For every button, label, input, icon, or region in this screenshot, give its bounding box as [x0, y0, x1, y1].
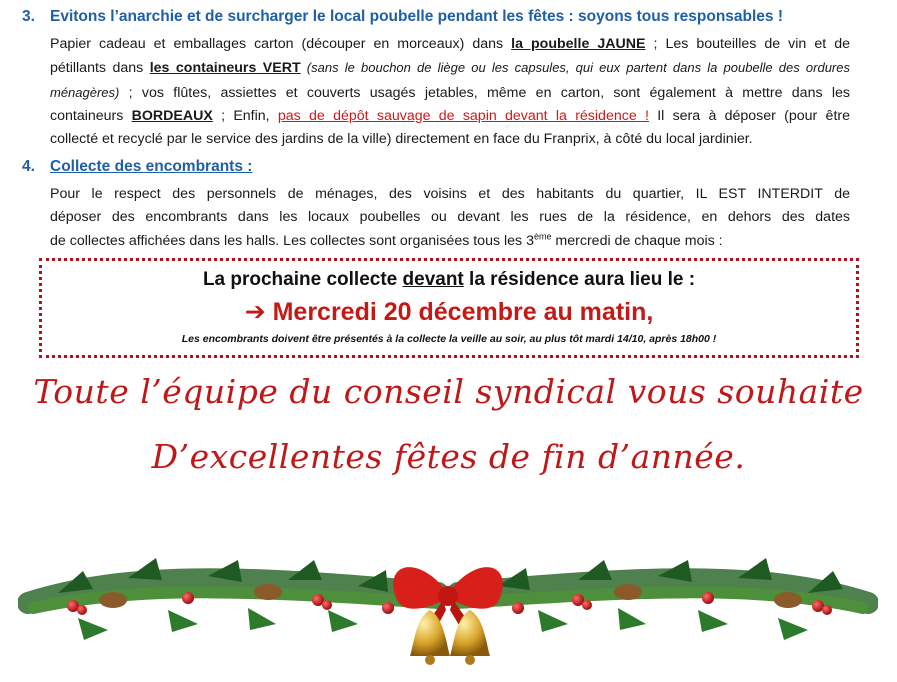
- section-4-number: 4.: [22, 158, 35, 175]
- arrow-right-icon: ➔: [244, 298, 266, 326]
- garland-branch-left: [28, 558, 438, 640]
- section-3-line-3: [50, 81, 850, 105]
- tree-warning: pas de dépôt sauvage de sapin devant la résidence !: [277, 107, 649, 124]
- yellow-bin-label: la poubelle JAUNE: [511, 36, 646, 52]
- golden-bells-icon: [410, 610, 490, 665]
- section-4-line-3: [50, 230, 850, 253]
- section-3-line-5: collecté et recyclé par le service des jardins de la ville) directement en face du Franprix, à côté du local jardinier.: [50, 131, 753, 148]
- collection-date: Mercredi 20 décembre au matin,: [272, 298, 654, 326]
- text-run: Il sera à déposer (pour être: [648, 107, 850, 124]
- red-bow: [393, 567, 503, 640]
- text-run: ; Les bouteilles de vin et de: [645, 36, 850, 52]
- text-run: Papier cadeau et emballages carton (découper en morceaux) dans: [50, 36, 512, 52]
- notice-line-1: [42, 269, 856, 291]
- text-run: ; Enfin,: [212, 107, 278, 124]
- italic-note: (sans le bouchon de liège ou les capsules, qui eux partent dans la poubelle des ordures: [300, 60, 850, 76]
- section-4-heading: [22, 158, 252, 176]
- section-4-title: Collecte des encombrants :: [50, 158, 253, 175]
- wishes-line-2: D’excellentes fêtes de fin d’année.: [151, 437, 746, 476]
- collection-notice-box: [39, 258, 859, 358]
- section-3-line-2: [50, 56, 850, 80]
- green-bin-label: les containeurs VERT: [149, 60, 301, 77]
- text-run: La prochaine collecte: [202, 269, 403, 290]
- italic-note: ménagères): [50, 84, 120, 100]
- section-3-line-1: [50, 33, 850, 56]
- ordinal-suffix: ème: [533, 230, 552, 241]
- text-run: containeurs: [50, 107, 132, 124]
- garland-branch-right: [458, 558, 868, 640]
- text-run: la résidence aura lieu le :: [463, 269, 696, 290]
- section-3-heading: [22, 8, 783, 26]
- text-run: de collectes affichées dans les halls. Les collectes sont organisées tous les 3: [50, 232, 534, 249]
- notice-date-line: [42, 297, 856, 327]
- text-run: pétillants dans: [50, 60, 150, 77]
- notice-footnote: Les encombrants doivent être présentés à la collecte la veille au soir, au plus tôt mardi 14/10, après 18h00 !: [181, 333, 717, 345]
- section-4-line-2: déposer des encombrants dans les locaux poubelles ou devant les rues de la résidence, en dehors des dates: [50, 209, 850, 226]
- section-4-body: [50, 183, 850, 253]
- emphasis-devant: devant: [402, 269, 464, 290]
- wishes-line-1: Toute l’équipe du conseil syndical vous souhaite: [33, 372, 864, 411]
- christmas-garland-illustration: [18, 548, 878, 678]
- section-3-body: [50, 33, 850, 151]
- bordeaux-bin-label: BORDEAUX: [131, 107, 213, 124]
- section-3-line-4: [50, 105, 850, 128]
- text-run: ; vos flûtes, assiettes et couverts usagés jetables, même en carton, sont également à mettre dans les: [119, 84, 850, 101]
- section-3-number: 3.: [22, 8, 35, 25]
- section-4-line-1: Pour le respect des personnels de ménages, des voisins et des habitants du quartier, IL EST INTERDIT de: [50, 186, 850, 202]
- text-run: mercredi de chaque mois :: [551, 232, 723, 249]
- section-3-title: Evitons l’anarchie et de surcharger le local poubelle pendant les fêtes : soyons tous responsables !: [50, 8, 784, 25]
